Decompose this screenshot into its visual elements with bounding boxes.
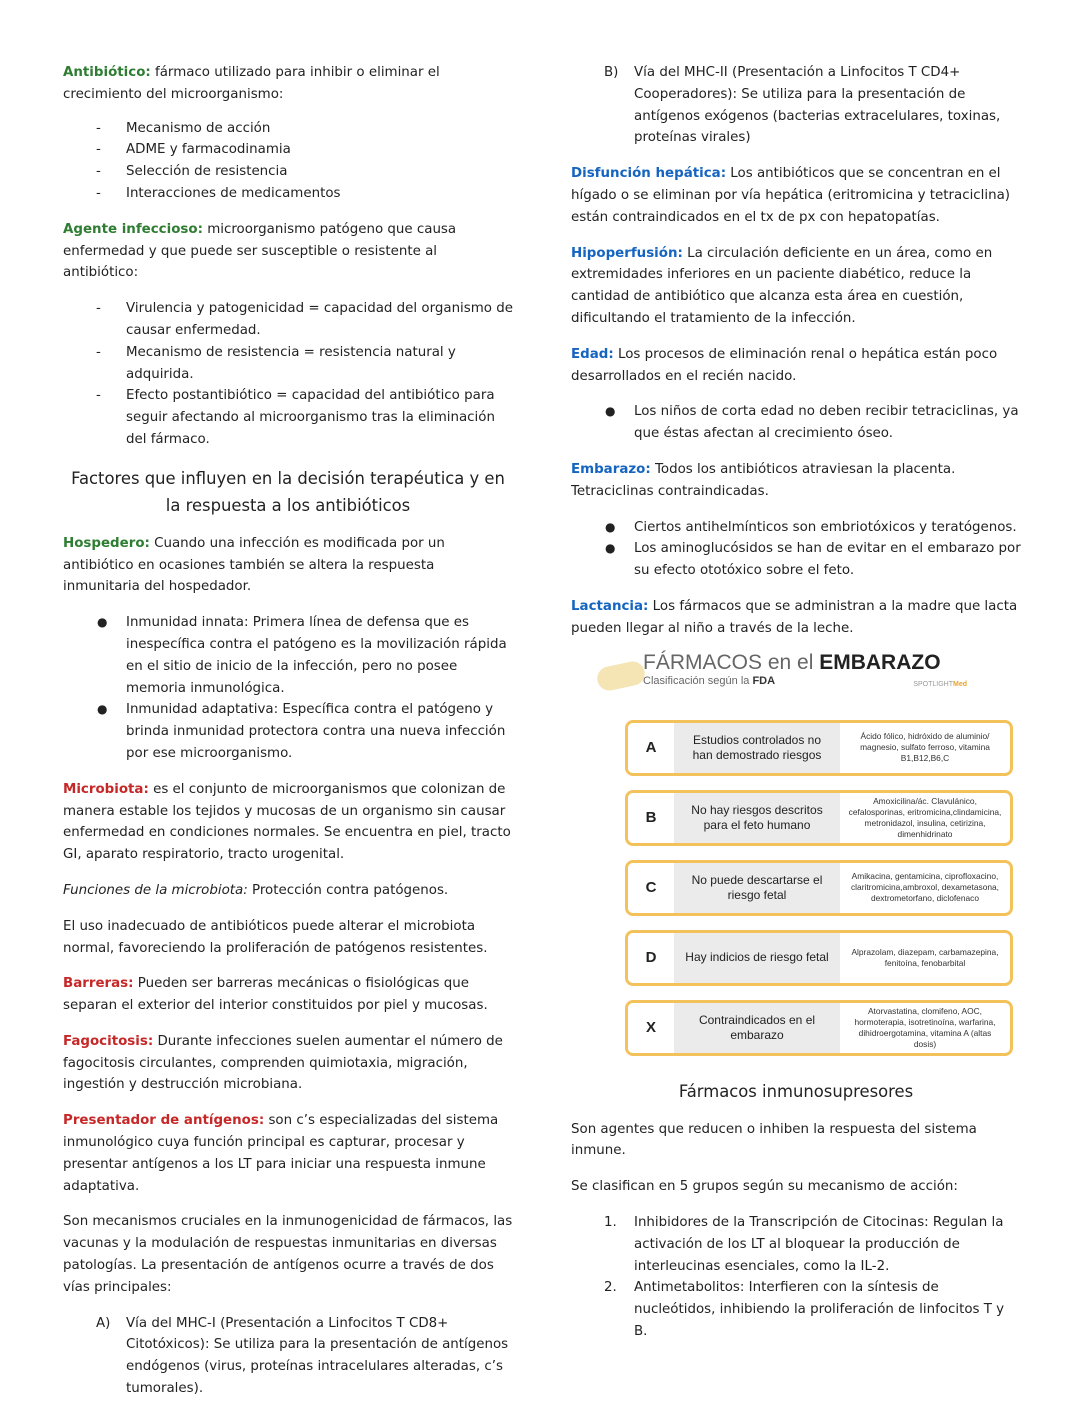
- antibiotico-paragraph: [63, 62, 513, 106]
- edad-term: Edad:: [571, 346, 614, 362]
- disfuncion-text: Los antibióticos que se concentran en el hígado o se eliminan por vía hepática (eritromicina y tetraciclina) están contraindicados en el tx de px con hepatopatías.: [571, 166, 1011, 225]
- inmunosupresores-title: Fármacos inmunosupresores: [678, 1081, 914, 1101]
- presentador-term: Presentador de antígenos:: [63, 1113, 265, 1129]
- list-item: - Mecanismo de resistencia = resistencia natural y adquirida.: [96, 344, 456, 382]
- right-column: [571, 62, 1021, 1357]
- list-item: - ADME y farmacodinamia: [96, 142, 291, 158]
- presentador-paragraph: [63, 1110, 513, 1197]
- via-a-list: [63, 1313, 513, 1400]
- pill-icon: [595, 659, 647, 692]
- fda-row-b: [625, 790, 1013, 846]
- hospedero-text: Cuando una infección es modificada por un antibiótico en ocasiones también se altera la respuesta inmunitaria del hospedador.: [63, 535, 445, 595]
- fda-category-drugs: Amikacina, gentamicina, ciprofloxacino, claritromicina,ambroxol, dexametasona, dextrometorfano, diclofenaco: [850, 871, 1000, 904]
- funciones-label: Funciones de la microbiota:: [63, 882, 248, 898]
- list-item: ● Ciertos antihelmínticos son embriotóxicos y teratógenos.: [605, 519, 1017, 535]
- fda-category-letter: C: [628, 863, 674, 913]
- uso-inadecuado-paragraph: El uso inadecuado de antibióticos puede alterar el microbiota normal, favoreciendo la proliferación de patógenos resistentes.: [63, 918, 488, 956]
- barreras-term: Barreras:: [63, 976, 134, 992]
- embarazo-list: [571, 517, 1021, 582]
- edad-text: Los procesos de eliminación renal o hepática están poco desarrollados en el recién nacido.: [571, 346, 998, 384]
- antibiotico-term: Antibiótico:: [63, 65, 151, 80]
- antibiotico-list: [63, 118, 513, 205]
- list-item: - Mecanismo de acción: [96, 120, 271, 136]
- agente-text: microorganismo patógeno que causa enfermedad y que puede ser susceptible o resistente al antibiótico:: [63, 221, 457, 281]
- microbiota-term: Microbiota:: [63, 781, 149, 797]
- fda-category-drugs: Atorvastatina, clomifeno, AOC, hormoterapia, isotretinoína, warfarina, dihidroergotamina, vitamina A (altas dosis): [854, 1005, 996, 1049]
- hospedero-list: [63, 612, 513, 765]
- lactancia-text: Los fármacos que se administran a la madre que lacta pueden llegar al niño a través de la leche.: [571, 598, 1018, 636]
- microbiota-text: es el conjunto de microorganismos que colonizan de manera estable los tejidos y mucosas de un organismo sin causar enfermedad en condiciones normales. Se encuentra en piel, tracto GI, aparato respiratorio, tracto urogenital.: [63, 781, 511, 863]
- fda-category-description: Contraindicados en el embarazo: [674, 1003, 840, 1053]
- edad-list: [571, 401, 1021, 445]
- fda-category-letter: A: [628, 723, 674, 773]
- inmuno-definition: Son agentes que reducen o inhiben la respuesta del sistema inmune.: [571, 1121, 977, 1159]
- agente-list: [63, 298, 513, 451]
- hipoperfusion-paragraph: [571, 243, 1021, 330]
- via-b-list: [571, 62, 1021, 149]
- list-item: 2. Antimetabolitos: Interfieren con la síntesis de nucleótidos, inhibiendo la proliferación de linfocitos T y B.: [604, 1280, 1005, 1339]
- barreras-paragraph: [63, 973, 513, 1017]
- list-item: - Efecto postantibiótico = capacidad del antibiótico para seguir afectando al microorganismo tras la eliminación del fármaco.: [96, 388, 495, 447]
- list-item: - Virulencia y patogenicidad = capacidad del organismo de causar enfermedad.: [96, 301, 513, 338]
- lactancia-term: Lactancia:: [571, 598, 649, 614]
- fda-category-drugs: Alprazolam, diazepam, carbamazepina, fenitoína, fenobarbital: [851, 946, 999, 968]
- lactancia-paragraph: [571, 596, 1021, 640]
- inmuno-classification: Se clasifican en 5 grupos según su mecanismo de acción:: [571, 1179, 958, 1195]
- microbiota-paragraph: [63, 779, 513, 866]
- embarazo-text: Todos los antibióticos atraviesan la placenta. Tetraciclinas contraindicadas.: [571, 461, 956, 499]
- fda-category-drugs: Ácido fólico, hidróxido de aluminio/ magnesio, sulfato ferroso, vitamina B1,B12,B6,C: [860, 731, 990, 764]
- embarazo-term: Embarazo:: [571, 461, 651, 477]
- inmuno-list: [571, 1212, 1021, 1343]
- fagocitosis-paragraph: [63, 1031, 513, 1096]
- list-item: A) Vía del MHC-I (Presentación a Linfocitos T CD8+ Citotóxicos): Se utiliza para la presentación de antígenos endógenos (virus, proteínas intracelulares alteradas, c’s tumorales).: [96, 1315, 509, 1397]
- fda-row-d: [625, 930, 1013, 986]
- fda-pregnancy-figure: [597, 650, 1017, 1064]
- fda-figure-title: FÁRMACOS en el EMBARAZO: [643, 650, 941, 674]
- fagocitosis-term: Fagocitosis:: [63, 1033, 154, 1049]
- list-item: ● Los aminoglucósidos se han de evitar en el embarazo por su efecto ototóxico sobre el feto.: [605, 541, 1021, 579]
- presentador-text: son c’s especializadas del sistema inmunológico cuya función principal es capturar, procesar y presentar antígenos a los LT para iniciar una respuesta inmune adaptativa.: [63, 1113, 499, 1194]
- list-item: ● Los niños de corta edad no deben recibir tetraciclinas, ya que éstas afectan al crecimiento óseo.: [605, 404, 1019, 442]
- fda-category-drugs: Amoxicilina/ác. Clavulánico, cefalosporinas, eritromicina,clindamicina, metronidazol, insulina, cetirizina, dimenhidrinato: [848, 795, 1002, 839]
- agente-paragraph: [63, 219, 513, 284]
- section-title: Factores que influyen en la decisión terapéutica y en la respuesta a los antibióticos: [71, 468, 505, 515]
- disfuncion-term: Disfunción hepática:: [571, 166, 727, 182]
- list-item: - Selección de resistencia: [96, 164, 288, 180]
- embarazo-paragraph: [571, 459, 1021, 503]
- hospedero-paragraph: [63, 533, 513, 598]
- list-item: ● Inmunidad innata: Primera línea de defensa que es inespecífica contra el patógeno es la movilización rápida en el sitio de inicio de la infección, pero no posee memoria inmunológica.: [97, 615, 507, 696]
- disfuncion-paragraph: [571, 163, 1021, 228]
- fda-row-a: [625, 720, 1013, 776]
- agente-term: Agente infeccioso:: [63, 221, 203, 237]
- list-item: - Interacciones de medicamentos: [96, 185, 341, 201]
- fagocitosis-text: Durante infecciones suelen aumentar el número de fagocitosis circulantes, comprenden quimiotaxia, migración, ingestión y destrucción microbiana.: [63, 1033, 503, 1093]
- antibiotico-text: fármaco utilizado para inhibir o eliminar el crecimiento del microorganismo:: [63, 65, 440, 102]
- fda-category-description: Estudios controlados no han demostrado riesgos: [674, 723, 840, 773]
- fda-category-letter: X: [628, 1003, 674, 1053]
- funciones-paragraph: [63, 880, 513, 902]
- edad-paragraph: [571, 344, 1021, 388]
- fda-category-description: No hay riesgos descritos para el feto humano: [674, 793, 840, 843]
- mecanismos-paragraph: Son mecanismos cruciales en la inmunogenicidad de fármacos, las vacunas y la modulación de respuestas inmunitarias en diversas patologías. La presentación de antígenos ocurre a través de dos vías principales:: [63, 1214, 513, 1295]
- hospedero-term: Hospedero:: [63, 535, 150, 551]
- hipoperfusion-term: Hipoperfusión:: [571, 245, 683, 261]
- fda-category-letter: D: [628, 933, 674, 983]
- list-item: ● Inmunidad adaptativa: Específica contra el patógeno y brinda inmunidad protectora contra una nueva infección por ese microorganismo.: [97, 702, 506, 761]
- funciones-text: Protección contra patógenos.: [247, 882, 449, 898]
- fda-category-letter: B: [628, 793, 674, 843]
- left-column: [63, 62, 513, 1414]
- fda-category-description: Hay indicios de riesgo fetal: [674, 933, 840, 983]
- fda-brand-logo: SPOTLIGHTMed: [913, 680, 967, 688]
- fda-category-description: No puede descartarse el riesgo fetal: [674, 863, 840, 913]
- fda-figure-subtitle: Clasificación según la FDA: [643, 674, 776, 687]
- list-item: 1. Inhibidores de la Transcripción de Citocinas: Regulan la activación de los LT al bloquear la producción de interleucinas esenciales, como la IL-2.: [604, 1214, 1004, 1274]
- barreras-text: Pueden ser barreras mecánicas o fisiológicas que separan el exterior del interior constituidos por piel y mucosas.: [63, 976, 488, 1014]
- fda-row-x: [625, 1000, 1013, 1056]
- hipoperfusion-text: La circulación deficiente en un área, como en extremidades inferiores en un paciente diabético, reduce la cantidad de antibiótico que alcanza esta área en cuestión, dificultando el tratamiento de la infección.: [571, 245, 993, 326]
- list-item: B) Vía del MHC-II (Presentación a Linfocitos T CD4+ Cooperadores): Se utiliza para la presentación de antígenos exógenos (bacterias extracelulares, toxinas, proteínas virales): [604, 65, 1001, 146]
- fda-row-c: [625, 860, 1013, 916]
